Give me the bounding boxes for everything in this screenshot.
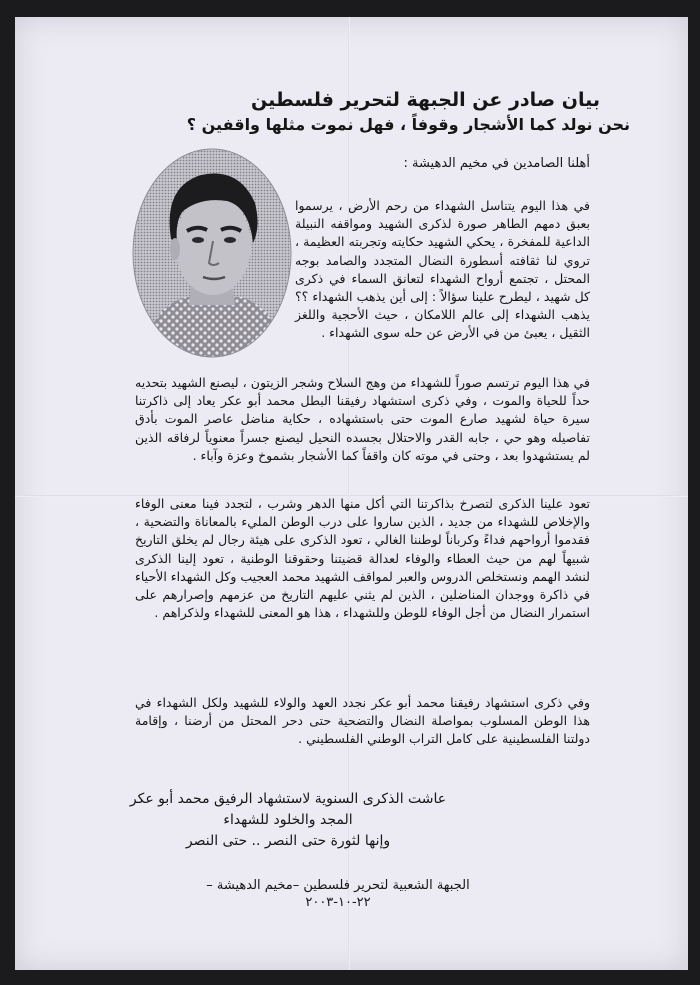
statement-subtitle: نحن نولد كما الأشجار وقوفاً ، فهل نموت مثلها واقفين ؟: [186, 115, 630, 134]
slogan-line: وإنها لثورة حتى النصر .. حتى النصر: [185, 833, 391, 849]
issuer-signature: الجبهة الشعبية لتحرير فلسطين –مخيم الدهيشة –: [206, 878, 470, 893]
statement-title: بيان صادر عن الجبهة لتحرير فلسطين: [251, 89, 600, 111]
paragraph-2: في هذا اليوم ترتسم صوراً للشهداء من وهج السلاح وشجر الزيتون ، ليصنع الشهيد بتحديه حداً للحياة والموت ، وفي ذكرى استشهاد رفيقنا البطل محمد أبو عكر يعاد إلى ذاكرتنا سيرة حياة لشهيد صارع الموت حتى باستشهاده ، حكاية مناضل عاصر الموت بأدق تفاصيله وهو حي ، جابه القدر والاحتلال بجسده النحيل ليصنع جسراً معنوياً لرفاقه الذين لم يستشهدوا بعد ، وحتى في موته كان واقفاً كما الأشجار بشموخ وعزة وآباء .: [135, 375, 590, 463]
slogan-line: عاشت الذكرى السنوية لاستشهاد الرفيق محمد أبو عكر: [129, 791, 447, 807]
greeting-line: أهلنا الصامدين في مخيم الدهيشة :: [403, 156, 590, 171]
signature-block: [138, 877, 538, 911]
paragraph-3: تعود علينا الذكرى لتصرخ بذاكرتنا التي أكل منها الدهر وشرب ، لتجدد فينا معنى الوفاء والإخلاص للشهداء من جديد ، الذين ساروا على درب الوطن المليء بالمعاناة والتضحية ، فقدموا أرواحهم فداءً وكرباناً لوطننا الغالي ، تعود الذكرى على هيئة رجال لم يخلق التاريخ شبيهاً لهم من حيث العطاء والوفاء لعدالة قضيتنا وحقوقنا الوطنية ، تعود إلينا الذكرى لنشد الهمم ونستخلص الدروس والعبر لمواقف الشهيد محمد العجيب وكل الشهداء الأحياء في ذاكرة ووجدان المناضلين ، الذين لم يثني عليهم التاريخ من عزمهم وإصرارهم على استمرار النضال من أجل الوفاء للوطن وللشهداء ، هذا هو المعنى للشهداء ولذكراهم .: [135, 496, 590, 621]
slogan-line: المجد والخلود للشهداء: [223, 812, 353, 828]
issue-date: ٢٢-١٠-٢٠٠٣: [305, 895, 371, 910]
paragraph-1: في هذا اليوم يتناسل الشهداء من رحم الأرض ، يرسموا بعبق دمهم الطاهر صورة لذكرى الشهيد ومواقفه النبيلة الداعية للمفخرة ، يحكي الشهيد حكايته وتجربته العظيمة ، تروي لنا ثقافته أسطورة النضال المتجدد والصامد بوجه المحتل ، تجتمع أرواح الشهداء لتعانق السماء في ذكرى كل شهيد ، ليطرح علينا سؤالاً : إلى أين يذهب الشهداء ؟؟ يذهب الشهداء إلى عالم اللامكان ، حيث الأحجية واللغز الثقيل ، يعبئ من في الأرض عن حله سوى الشهداء .: [295, 198, 590, 341]
closing-slogans: [88, 789, 488, 852]
martyr-portrait: [131, 147, 293, 359]
leaflet-page: [15, 17, 688, 970]
paragraph-4: وفي ذكرى استشهاد رفيقنا محمد أبو عكر نجدد العهد والولاء للشهيد ولكل الشهداء في هذا الوطن المسلوب بمواصلة النضال والتضحية حتى دحر المحتل من أرضنا ، وإقامة دولتنا الفلسطينية على كامل التراب الوطني الفلسطيني .: [135, 695, 590, 747]
